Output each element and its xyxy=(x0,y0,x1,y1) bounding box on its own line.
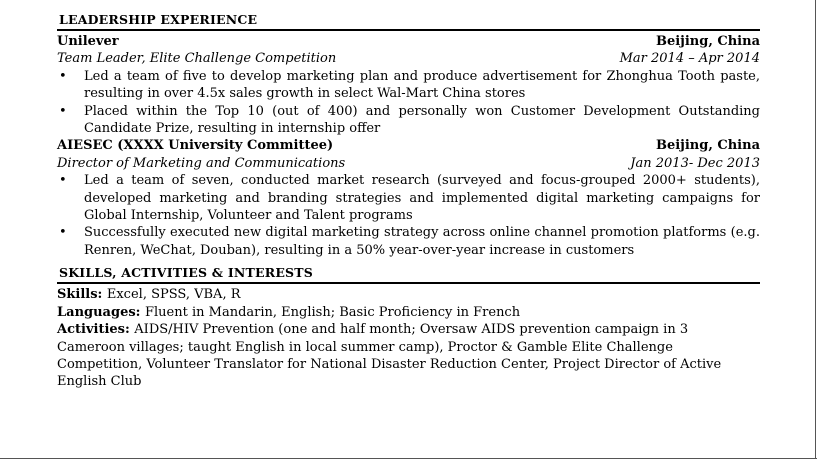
activities-line xyxy=(57,321,760,391)
languages-line xyxy=(57,304,760,321)
activities-value: AIDS/HIV Prevention (one and half month; Oversaw AIDS prevention campaign in 3 Cameroon villages; taught English in local summer camp), Proctor & Gamble Elite Challenge Competition, Volunteer Translator for National Disaster Reduction Center, Project Director of Active English Club xyxy=(57,322,722,390)
resume-content xyxy=(57,11,760,391)
entry-header-row xyxy=(57,33,760,50)
organization-location: Beijing, China xyxy=(655,34,760,49)
entry-header-row xyxy=(57,137,760,154)
date-range: Mar 2014 – Apr 2014 xyxy=(619,51,760,67)
organization-name: Unilever xyxy=(57,34,119,49)
skills-line xyxy=(57,286,760,303)
skills-value: Excel, SPSS, VBA, R xyxy=(106,287,241,303)
role-title: Team Leader, Elite Challenge Competition xyxy=(57,51,337,67)
bullet-item: • Led a team of seven, conducted market research (surveyed and focus-grouped 2000+ students), developed marketing and branding strategies and implemented digital marketing campaigns for Global Internship, Volunteer and Talent programs xyxy=(57,172,760,224)
entry-role-row xyxy=(57,155,760,172)
leadership-entry xyxy=(57,137,760,259)
role-title: Director of Marketing and Communications xyxy=(57,155,346,171)
bullet-item: • Led a team of five to develop marketing plan and produce advertisement for Zhonghua Tooth paste, resulting in over 4.5x sales growth in select Wal-Mart China stores xyxy=(57,68,760,103)
organization-name: AIESEC (XXXX University Committee) xyxy=(57,138,334,154)
bullet-list xyxy=(57,68,760,138)
section-heading-skills: SKILLS, ACTIVITIES & INTERESTS xyxy=(57,264,760,284)
page-edge-bottom xyxy=(0,458,817,459)
skills-label: Skills: xyxy=(57,287,107,303)
bullet-item: • Successfully executed new digital marketing strategy across online channel promotion platforms (e.g. Renren, WeChat, Douban), resulting in a 50% year-over-year increase in customers xyxy=(57,224,760,259)
organization-location: Beijing, China xyxy=(655,138,760,154)
languages-label: Languages: xyxy=(57,304,145,320)
entry-role-row xyxy=(57,50,760,67)
activities-label: Activities: xyxy=(57,322,135,338)
leadership-entry xyxy=(57,33,760,137)
page-edge-right xyxy=(815,0,816,458)
bullet-item: • Placed within the Top 10 (out of 400) and personally won Customer Development Outstanding Candidate Prize, resulting in internship offer xyxy=(57,103,760,138)
bullet-list xyxy=(57,172,760,259)
section-heading-leadership: LEADERSHIP EXPERIENCE xyxy=(57,11,760,31)
date-range: Jan 2013- Dec 2013 xyxy=(630,155,760,171)
languages-value: Fluent in Mandarin, English; Basic Proficiency in French xyxy=(145,304,521,320)
